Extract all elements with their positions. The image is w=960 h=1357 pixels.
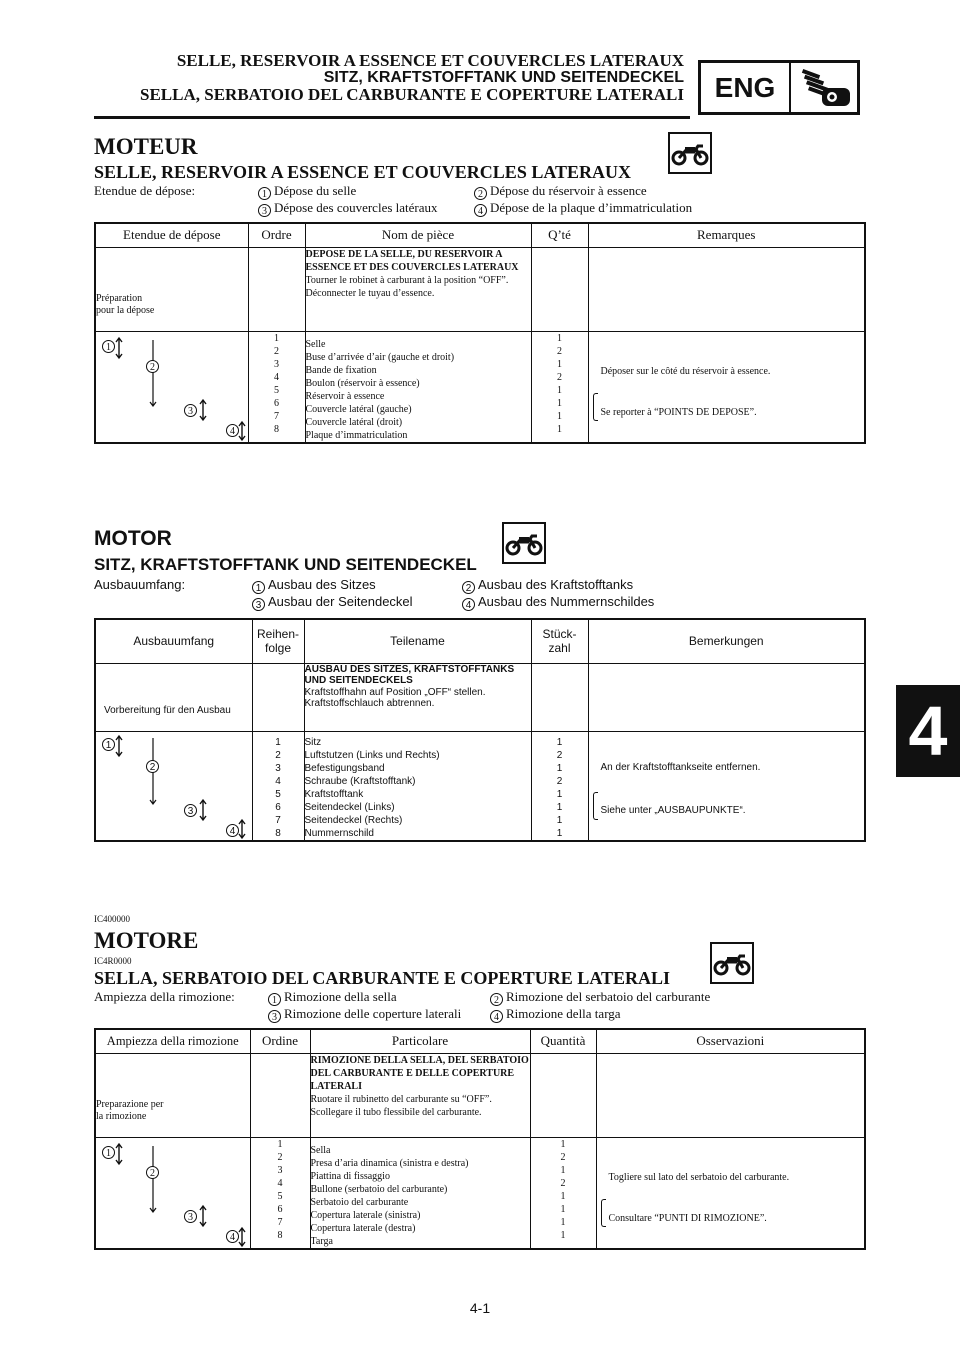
scope-item-1: 1 Ausbau des Sitzes — [252, 577, 376, 594]
remarks — [596, 1137, 865, 1249]
step-3: 3 — [184, 404, 197, 417]
col-remarks: Osservazioni — [596, 1029, 865, 1053]
prep-instructions — [305, 247, 531, 331]
engine-icon — [791, 63, 857, 112]
motorcycle-icon — [668, 132, 712, 174]
part-list: Sitz Luftstutzen (Links und Rechts) Befestigungsband Schraube (Kraftstofftank) Kraftstofftank Seitendeckel (Links) Seitendeckel (Rechts) Nummernschild — [304, 731, 531, 841]
step-1: 1 — [102, 738, 115, 751]
qty-list: 1 2 1 2 1 1 1 1 — [531, 731, 588, 841]
remark-brace — [593, 393, 598, 421]
section-subtitle: SITZ, KRAFTSTOFFTANK UND SEITENDECKEL — [94, 555, 477, 574]
col-scope: Etendue de dépose — [95, 223, 248, 247]
remarks — [588, 331, 865, 443]
col-scope: Ausbauumfang — [95, 619, 252, 663]
step-3: 3 — [184, 1210, 197, 1223]
order-list: 1 2 3 4 5 6 7 8 — [252, 731, 304, 841]
section-de — [94, 526, 864, 842]
col-qty: Stück- zahl — [531, 619, 588, 663]
chapter-tab: 4 — [896, 685, 960, 777]
remarks — [588, 731, 865, 841]
order-list: 1 2 3 4 5 6 7 8 — [250, 1137, 310, 1249]
section-title: MOTORE — [94, 928, 199, 953]
step-4: 4 — [226, 824, 239, 837]
removal-scope — [94, 183, 864, 217]
prep-text: Ruotare il rubinetto del carburante su “OFF”. Scollegare il tubo flessibile del carburante. — [310, 1093, 492, 1118]
scope-item-4: 4 Ausbau des Nummernschildes — [462, 594, 654, 611]
remark-2: Consultare “PUNTI DI RIMOZIONE”. — [608, 1212, 767, 1224]
motorcycle-icon — [710, 942, 754, 984]
remark-2: Siehe unter „AUSBAUPUNKTE“. — [600, 804, 746, 816]
scope-label: Etendue de dépose: — [94, 183, 196, 198]
removal-table — [94, 222, 866, 444]
remark-1: An der Kraftstofftankseite entfernen. — [600, 761, 761, 773]
eng-label: ENG — [701, 63, 791, 112]
prep-instructions — [304, 663, 531, 731]
step-3: 3 — [184, 804, 197, 817]
step-diagram — [95, 331, 248, 443]
section-it — [94, 928, 864, 1250]
section-title: MOTOR — [94, 527, 172, 550]
scope-label: Ausbauumfang: — [94, 577, 186, 592]
col-scope: Ampiezza della rimozione — [95, 1029, 250, 1053]
col-order: Reihen- folge — [252, 619, 304, 663]
col-order: Ordre — [248, 223, 305, 247]
remark-brace — [593, 792, 598, 820]
section-title: MOTEUR — [94, 134, 198, 159]
col-part: Particolare — [310, 1029, 530, 1053]
remark-1: Togliere sul lato del serbatoio del carburante. — [608, 1171, 790, 1183]
prep-heading: DEPOSE DE LA SELLE, DU RESERVOIR A ESSENCE ET DES COUVERCLES LATERAUX — [305, 248, 519, 273]
step-1: 1 — [102, 1146, 115, 1159]
doc-code-1: IC400000 — [94, 914, 130, 924]
section-fr — [94, 134, 864, 444]
col-remarks: Bemerkungen — [588, 619, 865, 663]
header-line-de: SITZ, KRAFTSTOFFTANK UND SEITENDECKEL — [323, 69, 684, 86]
doc-code-2: IC4R0000 — [94, 956, 132, 966]
step-diagram — [95, 1137, 250, 1249]
scope-item-4: 4 Dépose de la plaque d’immatriculation — [474, 200, 692, 217]
scope-item-3: 3 Ausbau der Seitendeckel — [252, 594, 413, 611]
step-1: 1 — [102, 340, 115, 353]
part-list: Selle Buse d’arrivée d’air (gauche et droit) Bande de fixation Boulon (réservoir à essence) Réservoir à essence Couvercle latéral (gauche) Couvercle latéral (droit) Plaque d’immatriculation — [305, 331, 531, 443]
scope-item-2: 2 Rimozione del serbatoio del carburante — [490, 989, 710, 1006]
remark-2: Se reporter à “POINTS DE DEPOSE”. — [600, 406, 757, 418]
col-part: Teilename — [304, 619, 531, 663]
prep-label: Préparation pour la dépose — [95, 247, 248, 331]
section-subtitle: SELLA, SERBATOIO DEL CARBURANTE E COPERTURE LATERALI — [94, 968, 670, 988]
header-line-it: SELLA, SERBATOIO DEL CARBURANTE E COPERTURE LATERALI — [140, 85, 684, 104]
section-subtitle: SELLE, RESERVOIR A ESSENCE ET COUVERCLES LATERAUX — [94, 162, 632, 182]
scope-item-1: 1 Dépose du selle — [258, 183, 356, 200]
page-header — [94, 52, 684, 103]
step-4: 4 — [226, 424, 239, 437]
removal-table — [94, 1028, 866, 1250]
step-4: 4 — [226, 1230, 239, 1243]
scope-item-1: 1 Rimozione della sella — [268, 989, 397, 1006]
part-list: Sella Presa d’aria dinamica (sinistra e destra) Piattina di fissaggio Bullone (serbatoio del carburante) Serbatoio del carburante Copertura laterale (sinistra) Copertura laterale (destra) Targa — [310, 1137, 530, 1249]
prep-text: Tourner le robinet à carburant à la position “OFF”. Déconnecter le tuyau d’essence. — [305, 274, 509, 299]
motorcycle-icon — [502, 522, 546, 564]
eng-badge — [698, 60, 860, 115]
scope-item-2: 2 Ausbau des Kraftstofftanks — [462, 577, 633, 594]
order-list: 1 2 3 4 5 6 7 8 — [248, 331, 305, 443]
qty-list: 1 2 1 2 1 1 1 1 — [530, 1137, 596, 1249]
prep-text: Kraftstoffhahn auf Position „OFF“ stellen. Kraftstoffschlauch abtrennen. — [304, 686, 486, 709]
removal-scope — [94, 577, 864, 611]
step-2: 2 — [146, 760, 159, 773]
scope-item-2: 2 Dépose du réservoir à essence — [474, 183, 647, 200]
page-number: 4-1 — [469, 1300, 491, 1316]
scope-label: Ampiezza della rimozione: — [94, 989, 235, 1004]
step-diagram — [95, 731, 252, 841]
step-2: 2 — [146, 360, 159, 373]
scope-item-3: 3 Dépose des couvercles latéraux — [258, 200, 438, 217]
header-rule — [94, 116, 690, 119]
prep-label: Preparazione per la rimozione — [95, 1053, 250, 1137]
prep-heading: RIMOZIONE DELLA SELLA, DEL SERBATOIO DEL CARBURANTE E DELLE COPERTURE LATERALI — [310, 1054, 529, 1092]
col-qty: Quantità — [530, 1029, 596, 1053]
scope-item-3: 3 Rimozione delle coperture laterali — [268, 1006, 461, 1023]
step-2: 2 — [146, 1166, 159, 1179]
col-remarks: Remarques — [588, 223, 865, 247]
scope-item-4: 4 Rimozione della targa — [490, 1006, 621, 1023]
remark-1: Déposer sur le côté du réservoir à essence. — [600, 365, 771, 377]
remark-brace — [601, 1199, 606, 1227]
header-line-fr: SELLE, RESERVOIR A ESSENCE ET COUVERCLES LATERAUX — [176, 51, 684, 70]
col-qty: Q’té — [531, 223, 588, 247]
removal-table — [94, 618, 866, 842]
prep-instructions — [310, 1053, 530, 1137]
removal-scope — [94, 989, 864, 1023]
qty-list: 1 2 1 2 1 1 1 1 — [531, 331, 588, 443]
prep-label: Vorbereitung für den Ausbau — [95, 663, 252, 731]
col-order: Ordine — [250, 1029, 310, 1053]
prep-heading: AUSBAU DES SITZES, KRAFTSTOFFTANKS UND SEITENDECKELS — [304, 663, 515, 686]
col-part: Nom de pièce — [305, 223, 531, 247]
